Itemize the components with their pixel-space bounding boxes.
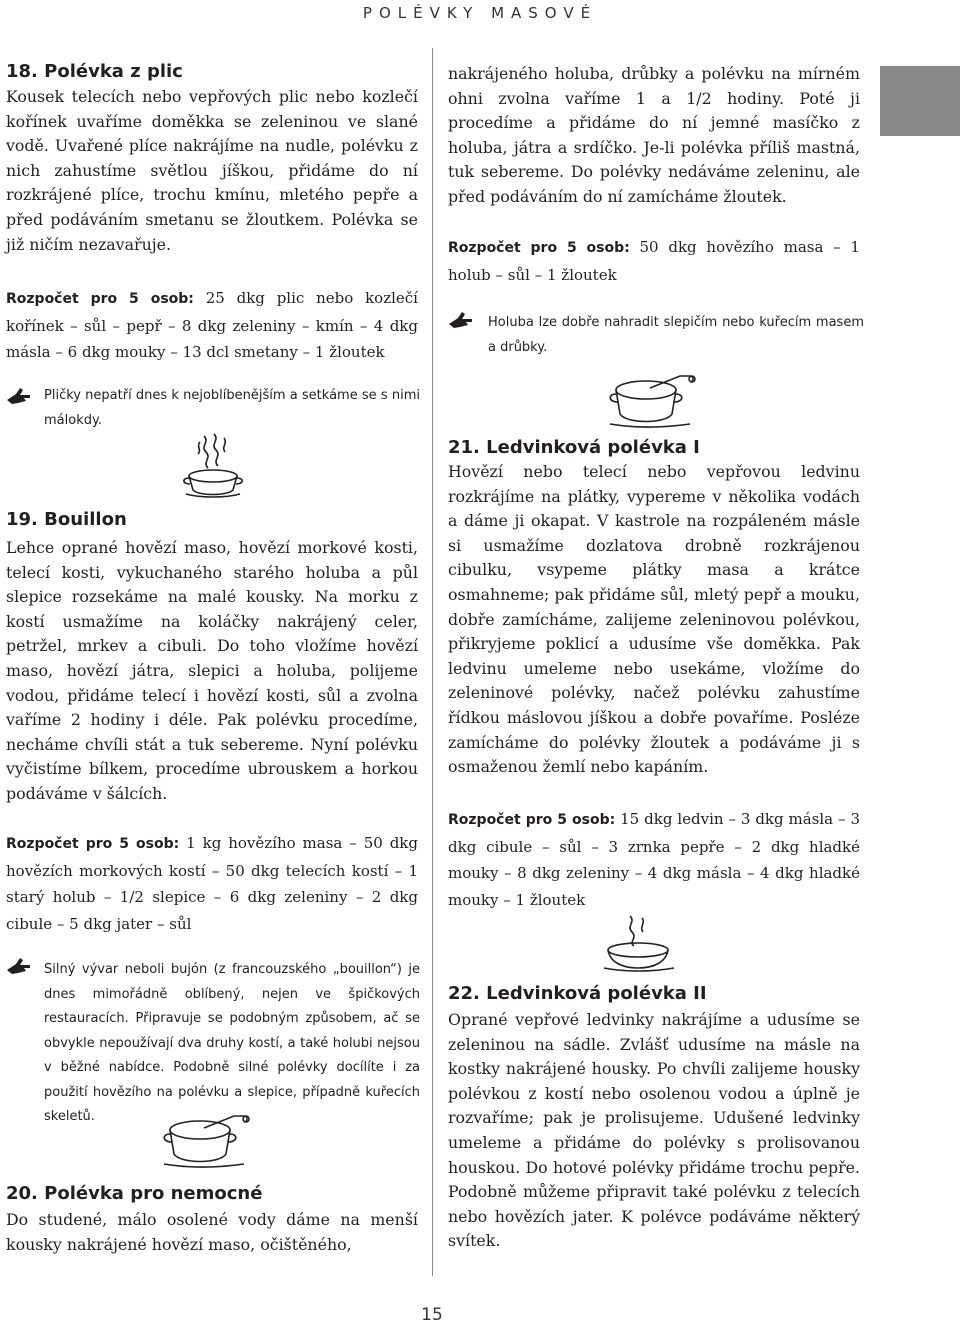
- budget-text: 25 dkg plic nebo kozlečí kořínek – sůl – pepř – 8 dkg zeleniny – kmín – 4 dkg másla – 6 dkg mouky – 13 dcl smetany – 1 žloutek: [6, 289, 418, 361]
- budget-label: Rozpočet pro 5 osob:: [6, 291, 194, 307]
- recipe-19-budget: [6, 830, 418, 937]
- budget-label: Rozpočet pro 5 osob:: [448, 812, 616, 828]
- recipe-21-budget: [448, 806, 860, 913]
- ladle-pot-icon: [606, 372, 698, 428]
- ladle-pot-icon: [160, 1112, 252, 1168]
- recipe-18-note: Pličky nepatří dnes k nejoblíbenějším a setkáme se s nimi málokdy.: [44, 388, 420, 428]
- running-head: POLÉVKY MASOVÉ: [362, 4, 598, 22]
- note-hand-icon: [6, 956, 32, 976]
- recipe-22-body: Oprané vepřové ledvinky nakrájíme a udusíme se zeleninou na sádle. Zvlášť udusíme na másle na kostky nakrájené housky. Po chvíli zalijeme housky polévkou z kostí nebo osolenou vodou a úplně je rozvaříme; pak je prolisujeme. Udušené ledvinky umeleme a přidáme do polévky s prolisovanou houskou. Do hotové polévky přidáme trochu pepře. Podobně můžeme připravit také polévku z telecích nebo hovězích jater. K polévce podáváme některý svítek.: [448, 1010, 860, 1251]
- note-hand-icon: [448, 310, 474, 330]
- recipe-20-body-continued: nakrájeného holuba, drůbky a polévku na mírném ohni zvolna vaříme 1 a 1/2 hodiny. Poté ji procedíme a přidáme do ní jemné masíčko z holuba, játra a srdíčko. Je-li polévka příliš mastná, tuk sebereme. Do polévky nedáváme zeleninu, ale před podáváním do ní zamícháme žloutek.: [448, 64, 860, 206]
- recipe-20-title: 20. Polévka pro nemocné: [6, 1183, 263, 1204]
- recipe-22-title: 22. Ledvinková polévka II: [448, 983, 707, 1004]
- budget-text: 15 dkg ledvin – 3 dkg másla – 3 dkg cibule – sůl – 3 zrnka pepře – 2 dkg hladké mouky – 8 dkg zeleniny – 4 dkg másla – 4 dkg hladké mouky – 1 žloutek: [448, 810, 860, 909]
- budget-text: 50 dkg hovězího masa – 1 holub – sůl – 1 žloutek: [448, 238, 860, 284]
- recipe-19-number: 19.: [6, 509, 38, 530]
- recipe-19-title: [6, 508, 418, 532]
- page-number: 15: [421, 1305, 443, 1325]
- soup-pot-icon: [180, 432, 246, 500]
- section-thumb-tab: [880, 66, 960, 136]
- steaming-bowl-icon: [600, 912, 678, 972]
- column-divider: [432, 48, 433, 1276]
- recipe-19-body: Lehce oprané hovězí maso, hovězí morkové kosti, telecí kosti, vykuchaného starého holuba a půl slepice rozsekáme na malé kousky. Na morku z kostí usmažíme na koláčky nakrájený celer, petržel, mrkev a cibuli. Do toho vložíme hovězí maso, hovězí játra, slepici a holuba, polijeme vodou, přidáme telecí i hovězí kosti, sůl a zvolna vaříme 2 hodiny i déle. Pak polévku procedíme, necháme chvíli stát a tuk sebereme. Nyní polévku vyčistíme bílkem, procedíme ubrouskem a horkou podáváme v šálcích.: [6, 538, 418, 803]
- recipe-20-budget: [448, 234, 860, 288]
- note-hand-icon: [6, 386, 32, 406]
- budget-text: 1 kg hovězího masa – 50 dkg hovězích morkových kostí – 50 dkg telecích kostí – 1 starý holub – 1/2 slepice – 6 dkg zeleniny – 2 dkg cibule – 5 dkg jater – sůl: [6, 834, 418, 933]
- budget-label: Rozpočet pro 5 osob:: [6, 836, 180, 852]
- recipe-18-body: Kousek telecích nebo vepřových plic nebo kozlečí kořínek uvaříme doměkka se zeleninou ve slané vodě. Uvařené plíce nakrájíme na nudle, polévku z nich zahustíme světlou jíškou, přidáme do ní rozkrájené plíce, trochu kmínu, mletého pepře a před podáváním smetanu se žloutkem. Polévka se již ničím nezavařuje.: [6, 87, 418, 254]
- recipe-19-name: Bouillon: [44, 509, 127, 530]
- recipe-19-note: Silný vývar neboli bujón (z francouzského „bouillon“) je dnes mimořádně oblíbený, nejen ve špičkových restauracích. Připravuje se podobným způsobem, ač se obvykle nepoužívají dva druhy kostí, a také holubi nejsou v běžné nabídce. Podobně silné polévky docílíte i za použití hovězího na polévku a slepice, případně kuřecích skeletů.: [44, 962, 420, 1124]
- recipe-21-title: 21. Ledvinková polévka I: [448, 437, 700, 458]
- recipe-21-body: Hovězí nebo telecí nebo vepřovou ledvinu rozkrájíme na plátky, vypereme v několika vodách a dáme ji okapat. V kastrole na rozpáleném másle si usmažíme dozlatova drobně rozkrájenou cibulku, vsypeme plátky masa a krátce osmahneme; pak přidáme sůl, mletý pepř a mouku, dobře zamícháme, zalijeme zeleninovou polévkou, přikryjeme poklicí a udusíme vše doměkka. Pak ledvinu umeleme nebo usekáme, vložíme do zeleninové polévky, načež polévku zahustíme řídkou máslovou jíškou a dobře povaříme. Posléze zamícháme do polévky žloutek a podáváme ji s osmaženou žemlí nebo kapáním.: [448, 462, 860, 777]
- recipe-20-body-start: Do studené, málo osolené vody dáme na menší kousky nakrájené hovězí maso, očištěného,: [6, 1210, 418, 1254]
- budget-label: Rozpočet pro 5 osob:: [448, 240, 630, 256]
- recipe-18-budget: [6, 285, 418, 366]
- recipe-20-note: Holuba lze dobře nahradit slepičím nebo kuřecím masem a drůbky.: [488, 315, 864, 355]
- recipe-18-title: 18. Polévka z plic: [6, 61, 183, 82]
